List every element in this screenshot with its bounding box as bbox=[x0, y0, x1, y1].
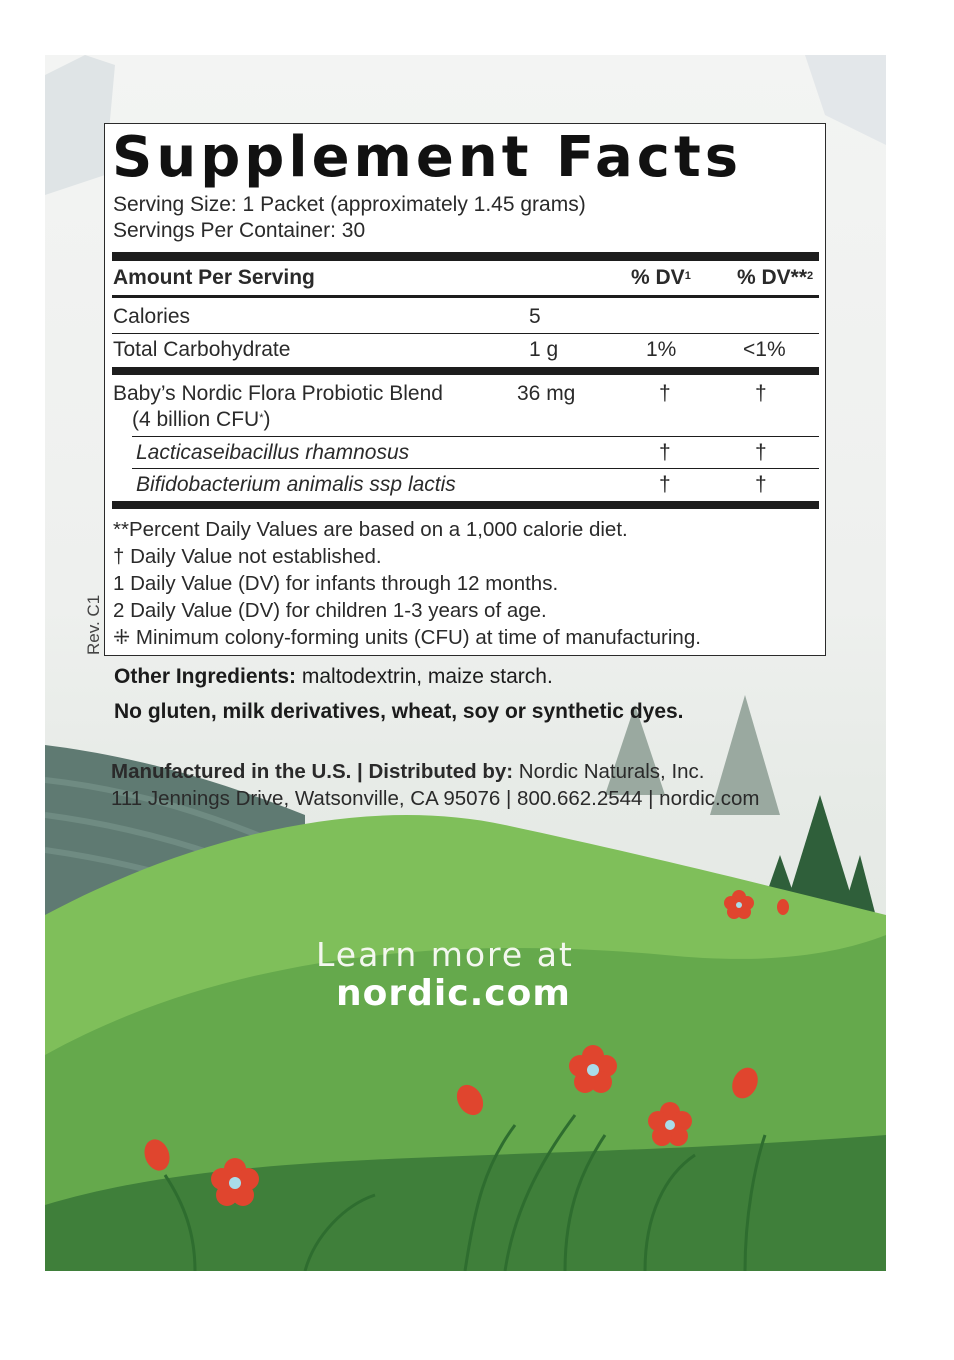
other-ingredients-label: Other Ingredients: bbox=[114, 665, 297, 688]
row-dv1: † bbox=[659, 382, 671, 405]
row-dv1: 1% bbox=[646, 338, 677, 361]
footnote: ⁜ Minimum colony-forming units (CFU) at time of manufacturing. bbox=[113, 626, 701, 649]
row-dv1: † bbox=[659, 441, 671, 464]
company-name: Nordic Naturals, Inc. bbox=[513, 760, 705, 783]
row-amount: 1 g bbox=[529, 338, 559, 361]
dv2-header bbox=[737, 265, 813, 291]
servings-per-container: Servings Per Container: 30 bbox=[113, 219, 366, 242]
thick-divider bbox=[112, 501, 819, 509]
facts-title: Supplement Facts bbox=[112, 125, 743, 190]
row-name-line2: (4 billion CFU*) bbox=[132, 408, 271, 431]
row-rule bbox=[132, 436, 819, 437]
serving-size: Serving Size: 1 Packet (approximately 1.45 grams) bbox=[113, 193, 586, 216]
footnote: 1 Daily Value (DV) for infants through 12 months. bbox=[113, 572, 559, 595]
footnote: † Daily Value not established. bbox=[113, 545, 382, 568]
website-url[interactable]: nordic.com bbox=[336, 973, 571, 1014]
manufacturer-line bbox=[111, 759, 705, 785]
dv1-sup: 1 bbox=[684, 270, 691, 282]
learn-more-text: Learn more at bbox=[316, 935, 574, 974]
row-name: Total Carbohydrate bbox=[113, 338, 291, 361]
footnote: 2 Daily Value (DV) for children 1-3 years of age. bbox=[113, 599, 547, 622]
row-amount: 5 bbox=[529, 305, 541, 328]
row-dv2: † bbox=[755, 473, 767, 496]
amount-per-serving-header: Amount Per Serving bbox=[113, 266, 315, 289]
medium-divider bbox=[112, 295, 819, 298]
row-dv1: † bbox=[659, 473, 671, 496]
dv1-label: % DV bbox=[631, 266, 685, 289]
row-name: Bifidobacterium animalis ssp lactis bbox=[136, 473, 456, 496]
allergen-statement: No gluten, milk derivatives, wheat, soy or synthetic dyes. bbox=[114, 700, 684, 723]
dv2-sup: 2 bbox=[807, 270, 814, 282]
row-dv2: † bbox=[755, 441, 767, 464]
other-ingredients-text: maltodextrin, maize starch. bbox=[296, 665, 553, 688]
row-rule bbox=[112, 333, 819, 334]
address-line: 111 Jennings Drive, Watsonville, CA 95076 | 800.662.2544 | nordic.com bbox=[111, 787, 760, 810]
row-amount: 36 mg bbox=[517, 382, 576, 405]
thick-divider bbox=[112, 252, 819, 261]
thick-divider bbox=[112, 367, 819, 375]
row-dv2: <1% bbox=[743, 338, 786, 361]
row-name: Lacticaseibacillus rhamnosus bbox=[136, 441, 410, 464]
row-name: Calories bbox=[113, 305, 191, 328]
row-name: Baby’s Nordic Flora Probiotic Blend bbox=[113, 382, 443, 405]
dv1-header bbox=[631, 265, 691, 291]
row-dv2: † bbox=[755, 382, 767, 405]
other-ingredients bbox=[114, 663, 553, 691]
footnote: **Percent Daily Values are based on a 1,000 calorie diet. bbox=[113, 518, 628, 541]
row-rule bbox=[132, 468, 819, 469]
supplement-facts-panel bbox=[104, 123, 826, 656]
dv2-label: % DV** bbox=[737, 266, 808, 289]
manufacturer-label: Manufactured in the U.S. | Distributed by: bbox=[111, 760, 514, 783]
revision-code: Rev. C1 bbox=[84, 594, 103, 655]
